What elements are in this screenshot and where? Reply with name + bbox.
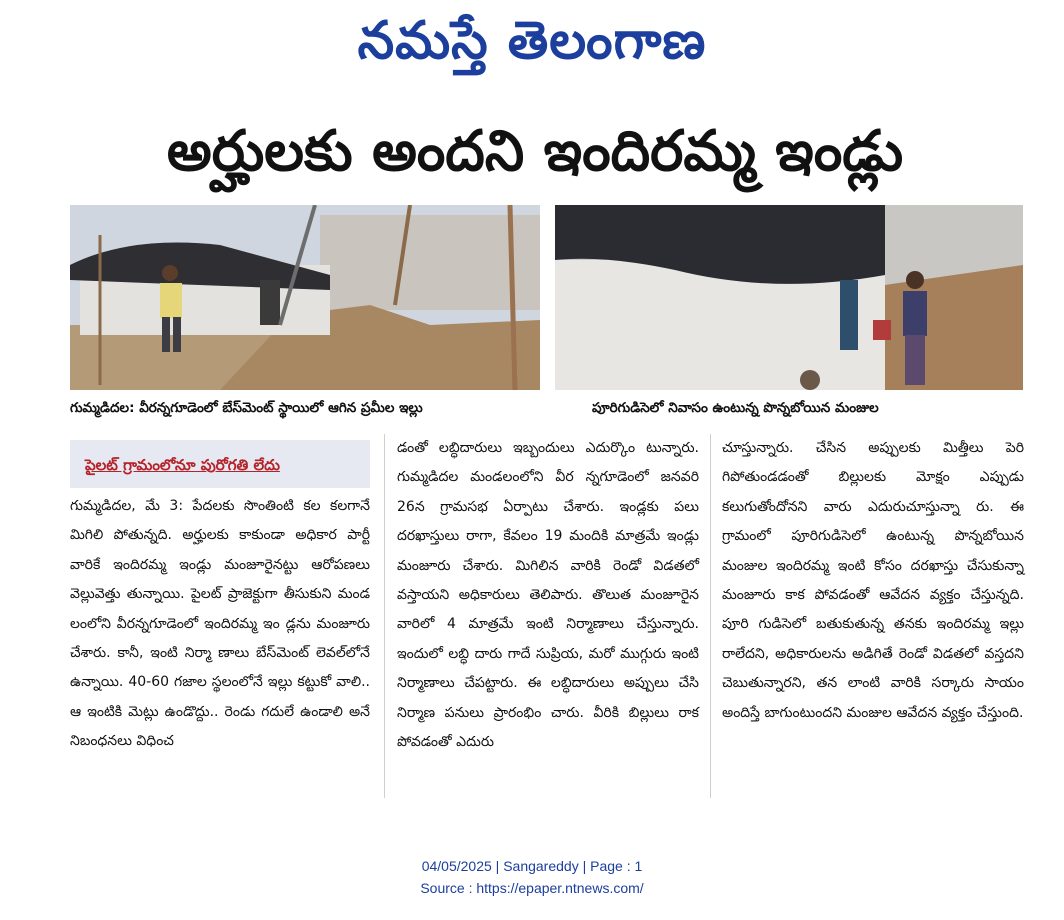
footer-source-link[interactable]: Source : https://epaper.ntnews.com/	[420, 880, 644, 896]
column-divider	[710, 434, 711, 798]
article-column-1: గుమ్మడిదల, మే 3: పేదలకు సొంతింటి కల కలగానే మిగిలి పోతున్నది. అర్హులకు కాకుండా అధికార పార్టీ వారికే ఇందిరమ్మ ఇండ్లు మంజూరైనట్టు ఆరోపణలు వెల్లువెత్తు తున్నాయి. పైలట్ ప్రాజెక్టుగా తీసుకుని మండ లంలోని వీరన్నగూడెంలో ఇందిరమ్మ ఇం డ్లను మంజూరు చేశారు. కానీ, ఇంటి నిర్మా ణాలు బేస్‌మెంట్ లెవల్‌లోనే ఉన్నాయి. 40-60 గజాల స్థలంలోనే ఇల్లు కట్టుకో వాలి.. ఆ ఇంటికి మెట్లు ఉండొద్దు.. రెండు గదులే ఉండాలి అనే నిబంధనలు విధించ	[70, 498, 370, 750]
article-column-2: డంతో లబ్ధిదారులు ఇబ్బందులు ఎదుర్కొం టున్నారు. గుమ్మడిదల మండలంలోని వీర న్నగూడెంలో జనవరి 26న గ్రామసభ ఏర్పాటు చేశారు. ఇండ్లకు పలు దరఖాస్తులు రాగా, కేవలం 19 మందికి మాత్రమే ఇండ్లు మంజూరు చేశారు. మిగిలిన వారికి రెండో విడతలో వస్తాయని అధికారులు తెలిపారు. తొలుత మంజూరైన వారిలో 4 మాత్రమే ఇంటి నిర్మాణాలు చేస్తున్నారు. ఇందులో లబ్ధి దారు గాదే సుప్రియ, మరో ముగ్గురు ఇంటి నిర్మాణాలు చేపట్టారు. ఈ లబ్ధిదారులు అప్పులు చేసి నిర్మాణ పనులు ప్రారంభిం చారు. వీరికి బిల్లులు రాక పోవడంతో ఎదురు	[397, 440, 699, 751]
photo-hut-resident	[555, 205, 1023, 390]
article-headline: అర్హులకు అందని ఇందిరమ్మ ఇండ్లు	[166, 119, 904, 184]
newspaper-masthead: నమస్తే తెలంగాణ	[357, 11, 707, 71]
column-divider	[384, 434, 385, 798]
photo-caption-right: పూరిగుడిసెలో నివాసం ఉంటున్న పొన్నబోయిన మంజుల	[592, 400, 879, 416]
article-subhead: పైలట్ గ్రామంలోనూ పురోగతి లేదు	[85, 456, 280, 474]
footer-edition-info: 04/05/2025 | Sangareddy | Page : 1	[421, 858, 643, 874]
photo-caption-left: గుమ్మడిదల: వీరన్నగూడెంలో బేస్‌మెంట్ స్థాయిలో ఆగిన ప్రమీల ఇల్లు	[70, 400, 423, 416]
photo-basement-house	[70, 205, 540, 390]
article-column-3: చూస్తున్నారు. చేసిన అప్పులకు మిత్తీలు పెరి గిపోతుండడంతో బిల్లులకు మోక్షం ఎప్పుడు కలుగుతోందోనని వారు ఎదురుచూస్తున్నా రు. ఈ గ్రామంలో పూరిగుడిసెలో ఉంటున్న పొన్నబోయిన మంజుల ఇందిరమ్మ ఇంటి కోసం దరఖాస్తు చేసుకున్నా మంజూరు కాక పోవడంతో ఆవేదన వ్యక్తం చేస్తున్నది. పూరి గుడిసెలో బతుకుతున్న తనకు ఇందిరమ్మ ఇల్లు రాలేదని, అధికారులను అడిగితే రెండో విడతలో వస్తదని చెబుతున్నారని, తన లాంటి వారికి సర్కారు సాయం అందిస్తే బాగుంటుందని మంజుల ఆవేదన వ్యక్తం చేస్తుంది.	[722, 440, 1024, 721]
